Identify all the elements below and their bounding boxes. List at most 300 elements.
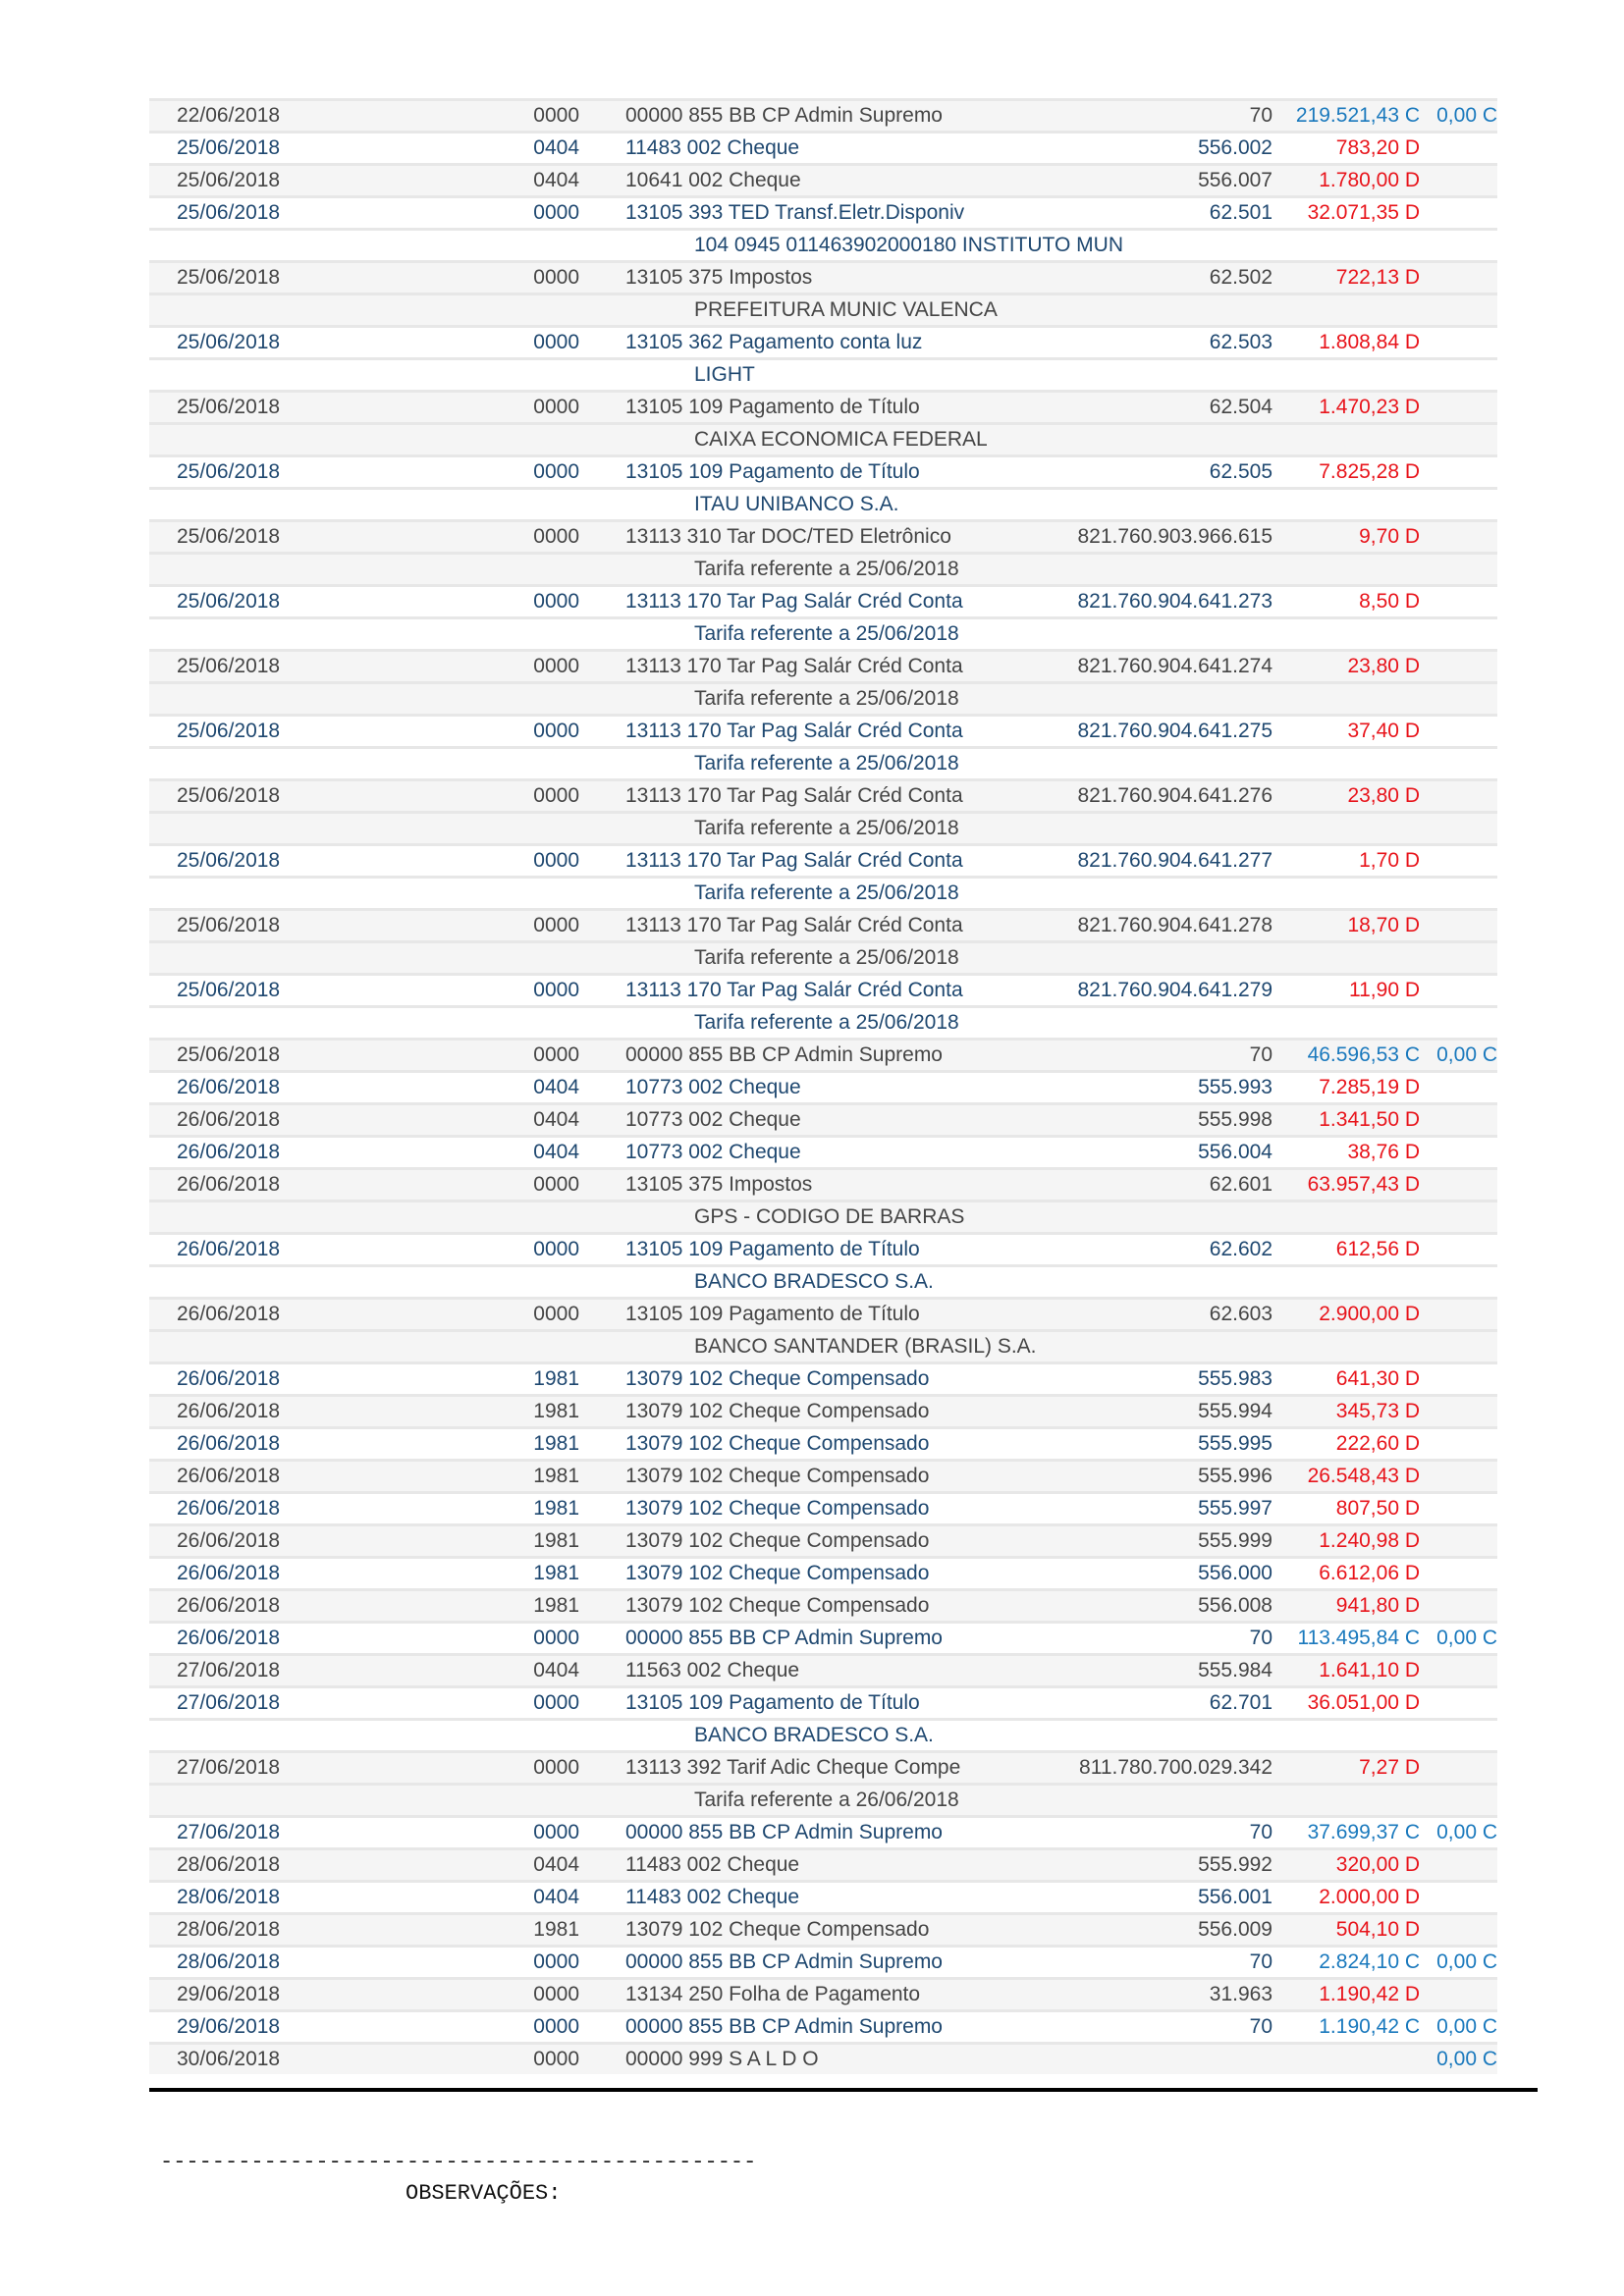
entry-detail: Tarifa referente a 25/06/2018 xyxy=(694,817,959,839)
entry-branch-code: 0000 xyxy=(533,525,579,548)
entry-description: 13079 102 Cheque Compensado xyxy=(625,1529,930,1552)
ledger-entry xyxy=(149,1038,1497,1070)
entry-balance: 0,00 C xyxy=(1436,1627,1497,1649)
entry-description: 13079 102 Cheque Compensado xyxy=(625,1432,930,1455)
entry-date: 26/06/2018 xyxy=(177,1141,281,1163)
entry-description: 13079 102 Cheque Compensado xyxy=(625,1562,930,1584)
entry-description: 13113 310 Tar DOC/TED Eletrônico xyxy=(625,525,951,548)
ledger-entry xyxy=(149,908,1497,973)
entry-branch-code: 1981 xyxy=(533,1918,579,1941)
entry-value: 941,80 D xyxy=(1335,1594,1420,1617)
entry-date: 26/06/2018 xyxy=(177,1497,281,1520)
entry-description: 13113 170 Tar Pag Salár Créd Conta xyxy=(625,979,963,1001)
entry-detail-line xyxy=(149,422,1497,454)
ledger-entry xyxy=(149,1847,1497,1880)
entry-date: 25/06/2018 xyxy=(177,720,281,742)
entry-document-number: 556.002 xyxy=(1198,136,1272,159)
entry-date: 30/06/2018 xyxy=(177,2048,281,2070)
entry-main-line xyxy=(149,1980,1497,2009)
entry-document-number: 62.701 xyxy=(1209,1691,1272,1714)
entry-value: 6.612,06 D xyxy=(1319,1562,1420,1584)
entry-branch-code: 0404 xyxy=(533,1108,579,1131)
entry-main-line xyxy=(149,1656,1497,1685)
entry-main-line xyxy=(149,1591,1497,1621)
entry-detail: 104 0945 011463902000180 INSTITUTO MUN xyxy=(694,234,1123,256)
entry-document-number: 556.004 xyxy=(1198,1141,1272,1163)
entry-date: 26/06/2018 xyxy=(177,1562,281,1584)
entry-date: 26/06/2018 xyxy=(177,1076,281,1098)
entry-date: 26/06/2018 xyxy=(177,1627,281,1649)
entry-description: 13105 375 Impostos xyxy=(625,266,813,289)
entry-document-number: 556.001 xyxy=(1198,1886,1272,1908)
entry-date: 25/06/2018 xyxy=(177,331,281,353)
entry-value: 1.780,00 D xyxy=(1319,169,1420,191)
entry-branch-code: 0404 xyxy=(533,1853,579,1876)
ledger-entry xyxy=(149,1685,1497,1750)
entry-value: 32.071,35 D xyxy=(1307,201,1420,224)
entry-description: 13105 393 TED Transf.Eletr.Disponiv xyxy=(625,201,965,224)
entry-date: 22/06/2018 xyxy=(177,104,281,127)
ledger-entry xyxy=(149,584,1497,649)
ledger-entry xyxy=(149,1232,1497,1297)
entry-branch-code: 1981 xyxy=(533,1594,579,1617)
entry-value: 1.808,84 D xyxy=(1319,331,1420,353)
entry-main-line xyxy=(149,1073,1497,1102)
entry-description: 13105 109 Pagamento de Título xyxy=(625,1303,920,1325)
entry-document-number: 62.502 xyxy=(1209,266,1272,289)
entry-value: 38,76 D xyxy=(1347,1141,1420,1163)
entry-document-number: 556.007 xyxy=(1198,169,1272,191)
entry-main-line xyxy=(149,2012,1497,2042)
entry-branch-code: 0000 xyxy=(533,1303,579,1325)
entry-document-number: 70 xyxy=(1249,1821,1272,1843)
ledger-entry xyxy=(149,1426,1497,1459)
entry-branch-code: 1981 xyxy=(533,1400,579,1422)
entry-branch-code: 1981 xyxy=(533,1465,579,1487)
entry-main-line xyxy=(149,263,1497,293)
entry-value: 37.699,37 C xyxy=(1307,1821,1420,1843)
ledger-entry xyxy=(149,1167,1497,1232)
ledger-entry xyxy=(149,1459,1497,1491)
ledger-entry xyxy=(149,1621,1497,1653)
entry-main-line xyxy=(149,1915,1497,1945)
entry-detail: Tarifa referente a 25/06/2018 xyxy=(694,752,959,774)
entry-main-line xyxy=(149,1397,1497,1426)
ledger-entry xyxy=(149,2042,1497,2074)
entry-description: 10641 002 Cheque xyxy=(625,169,801,191)
entry-description: 13079 102 Cheque Compensado xyxy=(625,1594,930,1617)
end-of-statement-rule xyxy=(149,2088,1538,2092)
entry-document-number: 555.992 xyxy=(1198,1853,1272,1876)
entry-value: 36.051,00 D xyxy=(1307,1691,1420,1714)
entry-branch-code: 0000 xyxy=(533,1043,579,1066)
entry-document-number: 70 xyxy=(1249,1043,1272,1066)
entry-detail-line xyxy=(149,1005,1497,1038)
entry-value: 1.240,98 D xyxy=(1319,1529,1420,1552)
entry-date: 25/06/2018 xyxy=(177,169,281,191)
entry-description: 11483 002 Cheque xyxy=(625,136,800,159)
entry-description: 13105 109 Pagamento de Título xyxy=(625,396,920,418)
entry-value: 1.190,42 C xyxy=(1319,2015,1420,2038)
entry-value: 23,80 D xyxy=(1347,655,1420,677)
entry-branch-code: 0000 xyxy=(533,784,579,807)
entry-branch-code: 0000 xyxy=(533,1173,579,1196)
entry-value: 219.521,43 C xyxy=(1295,104,1420,127)
entry-date: 26/06/2018 xyxy=(177,1529,281,1552)
entry-date: 25/06/2018 xyxy=(177,525,281,548)
ledger-entry xyxy=(149,1491,1497,1523)
entry-detail-line xyxy=(149,876,1497,908)
entry-detail: ITAU UNIBANCO S.A. xyxy=(694,493,899,515)
entry-main-line xyxy=(149,781,1497,811)
entry-branch-code: 0000 xyxy=(533,914,579,936)
entry-value: 1.470,23 D xyxy=(1319,396,1420,418)
ledger-entry xyxy=(149,1297,1497,1362)
entry-main-line xyxy=(149,717,1497,746)
entry-main-line xyxy=(149,198,1497,228)
observations-label: OBSERVAÇÕES: xyxy=(406,2181,562,2206)
entry-main-line xyxy=(149,1818,1497,1847)
entry-document-number: 821.760.904.641.278 xyxy=(1077,914,1272,936)
entry-branch-code: 0000 xyxy=(533,590,579,613)
entry-description: 13113 170 Tar Pag Salár Créd Conta xyxy=(625,914,963,936)
entry-value: 2.900,00 D xyxy=(1319,1303,1420,1325)
ledger-entry xyxy=(149,195,1497,260)
entry-value: 1.641,10 D xyxy=(1319,1659,1420,1682)
entry-main-line xyxy=(149,976,1497,1005)
ledger-entry xyxy=(149,1394,1497,1426)
entry-document-number: 821.760.904.641.276 xyxy=(1077,784,1272,807)
entry-branch-code: 0000 xyxy=(533,2048,579,2070)
entry-date: 25/06/2018 xyxy=(177,266,281,289)
entry-branch-code: 0000 xyxy=(533,331,579,353)
entry-date: 27/06/2018 xyxy=(177,1691,281,1714)
entry-description: 10773 002 Cheque xyxy=(625,1141,801,1163)
entry-value: 23,80 D xyxy=(1347,784,1420,807)
ledger-entry xyxy=(149,1135,1497,1167)
entry-value: 1.190,42 D xyxy=(1319,1983,1420,2005)
entry-date: 26/06/2018 xyxy=(177,1173,281,1196)
entry-date: 27/06/2018 xyxy=(177,1659,281,1682)
entry-branch-code: 0000 xyxy=(533,396,579,418)
entry-detail: BANCO BRADESCO S.A. xyxy=(694,1270,934,1293)
entry-value: 2.824,10 C xyxy=(1319,1950,1420,1973)
entry-value: 11,90 D xyxy=(1349,979,1420,1001)
entry-detail: Tarifa referente a 25/06/2018 xyxy=(694,558,959,580)
entry-document-number: 555.999 xyxy=(1198,1529,1272,1552)
entry-description: 13079 102 Cheque Compensado xyxy=(625,1918,930,1941)
entry-branch-code: 0000 xyxy=(533,1983,579,2005)
entry-description: 00000 855 BB CP Admin Supremo xyxy=(625,2015,943,2038)
entry-detail-line xyxy=(149,616,1497,649)
entry-description: 13113 170 Tar Pag Salár Créd Conta xyxy=(625,849,963,872)
entry-detail-line xyxy=(149,1200,1497,1232)
entry-value: 46.596,53 C xyxy=(1307,1043,1420,1066)
entry-main-line xyxy=(149,133,1497,163)
entry-document-number: 62.603 xyxy=(1209,1303,1272,1325)
entry-value: 1,70 D xyxy=(1359,849,1420,872)
entry-balance: 0,00 C xyxy=(1436,1950,1497,1973)
entry-description: 00000 855 BB CP Admin Supremo xyxy=(625,1950,943,1973)
entry-description: 10773 002 Cheque xyxy=(625,1108,801,1131)
entry-document-number: 62.501 xyxy=(1209,201,1272,224)
entry-value: 612,56 D xyxy=(1335,1238,1420,1260)
entry-document-number: 70 xyxy=(1249,1627,1272,1649)
entry-document-number: 821.760.904.641.279 xyxy=(1077,979,1272,1001)
ledger-entry xyxy=(149,1102,1497,1135)
ledger-entry xyxy=(149,1070,1497,1102)
entry-main-line xyxy=(149,1235,1497,1264)
entry-document-number: 555.994 xyxy=(1198,1400,1272,1422)
entry-branch-code: 0000 xyxy=(533,201,579,224)
entry-description: 11483 002 Cheque xyxy=(625,1853,800,1876)
ledger-entry xyxy=(149,2009,1497,2042)
ledger-entry xyxy=(149,714,1497,778)
entry-main-line xyxy=(149,328,1497,357)
entry-detail-line xyxy=(149,1264,1497,1297)
ledger-entry xyxy=(149,163,1497,195)
entry-date: 25/06/2018 xyxy=(177,1043,281,1066)
entry-description: 13113 392 Tarif Adic Cheque Compe xyxy=(625,1756,961,1779)
entry-document-number: 811.780.700.029.342 xyxy=(1079,1756,1272,1779)
entry-date: 26/06/2018 xyxy=(177,1367,281,1390)
entry-document-number: 821.760.904.641.274 xyxy=(1077,655,1272,677)
ledger-entry xyxy=(149,1588,1497,1621)
ledger-entry xyxy=(149,973,1497,1038)
entry-branch-code: 0000 xyxy=(533,2015,579,2038)
ledger-entry xyxy=(149,649,1497,714)
entry-description: 13079 102 Cheque Compensado xyxy=(625,1497,930,1520)
entry-description: 11483 002 Cheque xyxy=(625,1886,800,1908)
entry-date: 28/06/2018 xyxy=(177,1918,281,1941)
entry-description: 13105 375 Impostos xyxy=(625,1173,813,1196)
entry-balance: 0,00 C xyxy=(1436,1043,1497,1066)
ledger-entry xyxy=(149,390,1497,454)
entry-date: 26/06/2018 xyxy=(177,1238,281,1260)
ledger-entry xyxy=(149,843,1497,908)
entry-branch-code: 0000 xyxy=(533,1821,579,1843)
entry-detail-line xyxy=(149,293,1497,325)
entry-document-number: 31.963 xyxy=(1209,1983,1272,2005)
entry-main-line xyxy=(149,522,1497,552)
entry-description: 00000 855 BB CP Admin Supremo xyxy=(625,1043,943,1066)
entry-branch-code: 0404 xyxy=(533,169,579,191)
entry-detail-line xyxy=(149,487,1497,519)
entry-description: 13105 109 Pagamento de Título xyxy=(625,1238,920,1260)
entry-date: 26/06/2018 xyxy=(177,1303,281,1325)
entry-value: 783,20 D xyxy=(1335,136,1420,159)
entry-main-line xyxy=(149,2045,1497,2074)
entry-branch-code: 0000 xyxy=(533,1691,579,1714)
entry-branch-code: 0000 xyxy=(533,1627,579,1649)
entry-main-line xyxy=(149,1948,1497,1977)
entry-value: 807,50 D xyxy=(1335,1497,1420,1520)
entry-main-line xyxy=(149,393,1497,422)
entry-main-line xyxy=(149,1300,1497,1329)
entry-description: 13113 170 Tar Pag Salár Créd Conta xyxy=(625,655,963,677)
ledger-entry xyxy=(149,1912,1497,1945)
entry-date: 27/06/2018 xyxy=(177,1756,281,1779)
entry-value: 7.825,28 D xyxy=(1319,460,1420,483)
entry-main-line xyxy=(149,1526,1497,1556)
entry-detail: Tarifa referente a 25/06/2018 xyxy=(694,881,959,904)
entry-balance: 0,00 C xyxy=(1436,2048,1497,2070)
entry-date: 26/06/2018 xyxy=(177,1400,281,1422)
entry-description: 13113 170 Tar Pag Salár Créd Conta xyxy=(625,784,963,807)
entry-detail-line xyxy=(149,746,1497,778)
entry-branch-code: 0404 xyxy=(533,1141,579,1163)
entry-detail: Tarifa referente a 25/06/2018 xyxy=(694,946,959,969)
entry-document-number: 556.000 xyxy=(1198,1562,1272,1584)
entry-document-number: 555.995 xyxy=(1198,1432,1272,1455)
entry-detail: Tarifa referente a 25/06/2018 xyxy=(694,687,959,710)
entry-main-line xyxy=(149,1494,1497,1523)
entry-value: 722,13 D xyxy=(1335,266,1420,289)
entry-value: 26.548,43 D xyxy=(1307,1465,1420,1487)
ledger-entry xyxy=(149,1653,1497,1685)
entry-detail-line xyxy=(149,552,1497,584)
entry-detail-line xyxy=(149,940,1497,973)
entry-detail-line xyxy=(149,1783,1497,1815)
entry-date: 25/06/2018 xyxy=(177,784,281,807)
entry-date: 29/06/2018 xyxy=(177,2015,281,2038)
entry-description: 13134 250 Folha de Pagamento xyxy=(625,1983,921,2005)
entry-document-number: 555.984 xyxy=(1198,1659,1272,1682)
entry-branch-code: 0000 xyxy=(533,266,579,289)
entry-branch-code: 0404 xyxy=(533,1886,579,1908)
entry-value: 37,40 D xyxy=(1347,720,1420,742)
entry-date: 25/06/2018 xyxy=(177,979,281,1001)
entry-value: 1.341,50 D xyxy=(1319,1108,1420,1131)
entry-value: 320,00 D xyxy=(1335,1853,1420,1876)
entry-detail-line xyxy=(149,681,1497,714)
entry-document-number: 821.760.904.641.273 xyxy=(1077,590,1272,613)
entry-description: 13105 362 Pagamento conta luz xyxy=(625,331,923,353)
entry-date: 25/06/2018 xyxy=(177,136,281,159)
entry-value: 2.000,00 D xyxy=(1319,1886,1420,1908)
entry-main-line xyxy=(149,1462,1497,1491)
entry-value: 641,30 D xyxy=(1335,1367,1420,1390)
entry-description: 00000 855 BB CP Admin Supremo xyxy=(625,1821,943,1843)
entry-document-number: 555.998 xyxy=(1198,1108,1272,1131)
entry-date: 26/06/2018 xyxy=(177,1465,281,1487)
entry-document-number: 70 xyxy=(1249,104,1272,127)
entry-detail: Tarifa referente a 26/06/2018 xyxy=(694,1789,959,1811)
entry-value: 63.957,43 D xyxy=(1307,1173,1420,1196)
entry-description: 00000 855 BB CP Admin Supremo xyxy=(625,104,943,127)
entry-main-line xyxy=(149,587,1497,616)
entry-date: 28/06/2018 xyxy=(177,1853,281,1876)
entry-detail: GPS - CODIGO DE BARRAS xyxy=(694,1205,965,1228)
entry-date: 25/06/2018 xyxy=(177,914,281,936)
signature-dash-line: ---------------------------------------------- xyxy=(160,2150,757,2174)
entry-description: 13113 170 Tar Pag Salár Créd Conta xyxy=(625,590,963,613)
entry-balance: 0,00 C xyxy=(1436,2015,1497,2038)
entry-branch-code: 0000 xyxy=(533,1756,579,1779)
entry-value: 9,70 D xyxy=(1359,525,1420,548)
entry-document-number: 555.997 xyxy=(1198,1497,1272,1520)
entry-main-line xyxy=(149,1364,1497,1394)
ledger-entry xyxy=(149,1815,1497,1847)
entry-description: 13079 102 Cheque Compensado xyxy=(625,1400,930,1422)
entry-branch-code: 0000 xyxy=(533,655,579,677)
entry-detail: BANCO BRADESCO S.A. xyxy=(694,1724,934,1746)
entry-branch-code: 0000 xyxy=(533,849,579,872)
entry-value: 113.495,84 C xyxy=(1297,1627,1420,1649)
entry-main-line xyxy=(149,1138,1497,1167)
ledger-entry xyxy=(149,1523,1497,1556)
entry-main-line xyxy=(149,1753,1497,1783)
entry-balance: 0,00 C xyxy=(1436,104,1497,127)
entry-date: 25/06/2018 xyxy=(177,201,281,224)
entry-main-line xyxy=(149,1883,1497,1912)
entry-description: 00000 855 BB CP Admin Supremo xyxy=(625,1627,943,1649)
ledger-entry xyxy=(149,1750,1497,1815)
entry-document-number: 70 xyxy=(1249,2015,1272,2038)
entry-value: 8,50 D xyxy=(1359,590,1420,613)
entry-value: 345,73 D xyxy=(1335,1400,1420,1422)
entry-document-number: 62.602 xyxy=(1209,1238,1272,1260)
ledger-entry xyxy=(149,1880,1497,1912)
entry-main-line xyxy=(149,1624,1497,1653)
entry-document-number: 62.503 xyxy=(1209,331,1272,353)
entry-main-line xyxy=(149,166,1497,195)
ledger-entry xyxy=(149,1977,1497,2009)
entry-detail-line xyxy=(149,1329,1497,1362)
entry-document-number: 62.504 xyxy=(1209,396,1272,418)
statement-ledger xyxy=(149,98,1497,2074)
entry-document-number: 556.009 xyxy=(1198,1918,1272,1941)
entry-branch-code: 1981 xyxy=(533,1529,579,1552)
entry-detail-line xyxy=(149,1718,1497,1750)
entry-main-line xyxy=(149,911,1497,940)
entry-main-line xyxy=(149,846,1497,876)
ledger-entry xyxy=(149,1362,1497,1394)
entry-detail-line xyxy=(149,228,1497,260)
entry-value: 504,10 D xyxy=(1335,1918,1420,1941)
entry-date: 26/06/2018 xyxy=(177,1594,281,1617)
entry-main-line xyxy=(149,1850,1497,1880)
entry-document-number: 821.760.904.641.277 xyxy=(1077,849,1272,872)
entry-branch-code: 1981 xyxy=(533,1432,579,1455)
entry-date: 25/06/2018 xyxy=(177,460,281,483)
entry-detail: BANCO SANTANDER (BRASIL) S.A. xyxy=(694,1335,1037,1358)
entry-value: 222,60 D xyxy=(1335,1432,1420,1455)
entry-detail: CAIXA ECONOMICA FEDERAL xyxy=(694,428,988,451)
ledger-entry xyxy=(149,454,1497,519)
entry-detail-line xyxy=(149,811,1497,843)
ledger-entry xyxy=(149,778,1497,843)
entry-branch-code: 0404 xyxy=(533,136,579,159)
entry-detail-line xyxy=(149,357,1497,390)
ledger-entry xyxy=(149,1556,1497,1588)
entry-main-line xyxy=(149,457,1497,487)
entry-description: 13105 109 Pagamento de Título xyxy=(625,460,920,483)
entry-date: 29/06/2018 xyxy=(177,1983,281,2005)
entry-date: 26/06/2018 xyxy=(177,1108,281,1131)
entry-description: 13113 170 Tar Pag Salár Créd Conta xyxy=(625,720,963,742)
entry-description: 10773 002 Cheque xyxy=(625,1076,801,1098)
entry-detail: Tarifa referente a 25/06/2018 xyxy=(694,1011,959,1034)
ledger-entry xyxy=(149,131,1497,163)
entry-document-number: 70 xyxy=(1249,1950,1272,1973)
entry-date: 27/06/2018 xyxy=(177,1821,281,1843)
entry-branch-code: 1981 xyxy=(533,1562,579,1584)
entry-branch-code: 0404 xyxy=(533,1659,579,1682)
entry-document-number: 62.601 xyxy=(1209,1173,1272,1196)
entry-branch-code: 0000 xyxy=(533,104,579,127)
entry-value: 7,27 D xyxy=(1359,1756,1420,1779)
